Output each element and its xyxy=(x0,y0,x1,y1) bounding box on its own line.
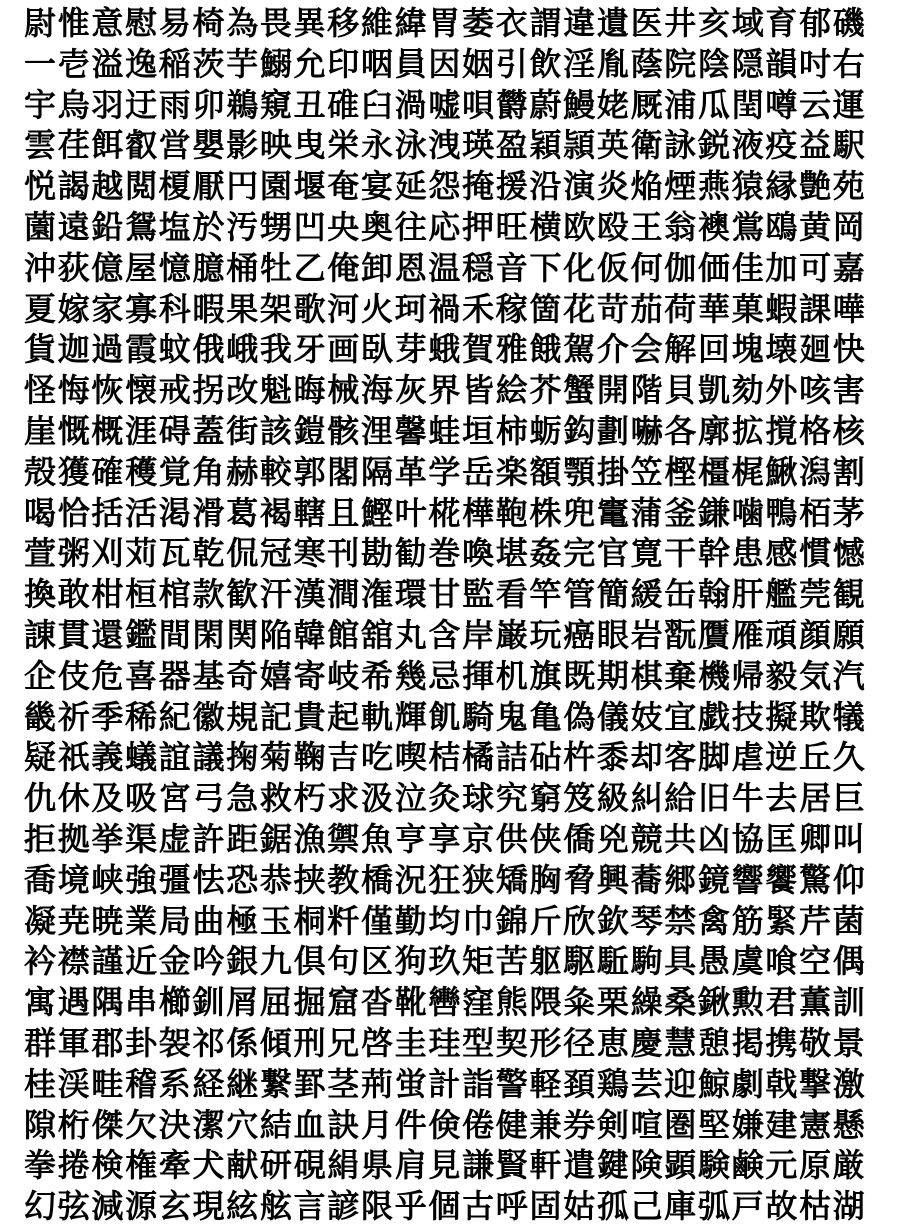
kanji-row: 一壱溢逸稲茨芋鰯允印咽員因姻引飲淫胤蔭院陰隠韻吋右 xyxy=(24,44,867,83)
kanji-row: 桂渓畦稽系経継繋罫茎荊蛍計詣警軽頚鶏芸迎鯨劇戟撃激 xyxy=(24,1064,867,1103)
kanji-row: 拳捲検権牽犬献研硯絹県肩見謙賢軒遣鍵険顕験鹸元原厳 xyxy=(24,1146,867,1185)
kanji-row: 隙桁傑欠決潔穴結血訣月件倹倦健兼券剣喧圏堅嫌建憲懸 xyxy=(24,1105,867,1144)
kanji-row: 換敢柑桓棺款歓汗漢澗潅環甘監看竿管簡緩缶翰肝艦莞観 xyxy=(24,575,867,614)
kanji-row: 喝恰括活渇滑葛褐轄且鰹叶椛樺鞄株兜竃蒲釜鎌噛鴨栢茅 xyxy=(24,493,867,532)
kanji-row: 拒拠挙渠虚許距鋸漁禦魚亨享京供侠僑兇競共凶協匡卿叫 xyxy=(24,819,867,858)
kanji-row: 寓遇隅串櫛釧屑屈掘窟沓靴轡窪熊隈粂栗繰桑鍬勲君薫訓 xyxy=(24,983,867,1022)
kanji-row: 衿襟謹近金吟銀九倶句区狗玖矩苦躯駆駈駒具愚虞喰空偶 xyxy=(24,942,867,981)
kanji-row: 雲荏餌叡営嬰影映曳栄永泳洩瑛盈穎頴英衛詠鋭液疫益駅 xyxy=(24,126,867,165)
kanji-row: 凝尭暁業局曲極玉桐粁僅勤均巾錦斤欣欽琴禁禽筋緊芹菌 xyxy=(24,901,867,940)
kanji-row: 諌貫還鑑間閑関陥韓館舘丸含岸巌玩癌眼岩翫贋雁頑顔願 xyxy=(24,615,867,654)
kanji-row: 喬境峡強彊怯恐恭挟教橋況狂狭矯胸脅興蕎郷鏡響饗驚仰 xyxy=(24,860,867,899)
kanji-row: 沖荻億屋憶臆桶牡乙俺卸恩温穏音下化仮何伽価佳加可嘉 xyxy=(24,248,867,287)
kanji-row: 尉惟意慰易椅為畏異移維緯胃萎衣謂違遺医井亥域育郁磯 xyxy=(24,4,867,42)
kanji-row: 夏嫁家寡科暇果架歌河火珂禍禾稼箇花苛茄荷華菓蝦課嘩 xyxy=(24,289,867,328)
kanji-row: 群軍郡卦袈祁係傾刑兄啓圭珪型契形径恵慶慧憩掲携敬景 xyxy=(24,1023,867,1062)
kanji-row: 畿祈季稀紀徽規記貴起軌輝飢騎鬼亀偽儀妓宜戯技擬欺犠 xyxy=(24,697,867,736)
kanji-row: 宇烏羽迂雨卯鵜窺丑碓臼渦嘘唄欝蔚鰻姥厩浦瓜閏噂云運 xyxy=(24,85,867,124)
kanji-row: 悦謁越閲榎厭円園堰奄宴延怨掩援沿演炎焔煙燕猿縁艶苑 xyxy=(24,167,867,206)
kanji-row: 疑祇義蟻誼議掬菊鞠吉吃喫桔橘詰砧杵黍却客脚虐逆丘久 xyxy=(24,738,867,777)
kanji-row: 萱粥刈苅瓦乾侃冠寒刊勘勧巻喚堪姦完官寛干幹患感慣憾 xyxy=(24,534,867,573)
kanji-row: 薗遠鉛鴛塩於汚甥凹央奥往応押旺横欧殴王翁襖鴬鴎黄岡 xyxy=(24,207,867,246)
kanji-row: 企伎危喜器基奇嬉寄岐希幾忌揮机旗既期棋棄機帰毅気汽 xyxy=(24,656,867,695)
kanji-row: 怪悔恢懐戒拐改魁晦械海灰界皆絵芥蟹開階貝凱劾外咳害 xyxy=(24,371,867,410)
kanji-row: 幻弦減源玄現絃舷言諺限乎個古呼固姑孤己庫弧戸故枯湖 xyxy=(24,1187,867,1226)
kanji-row: 仇休及吸宮弓急救朽求汲泣灸球究窮笈級糾給旧牛去居巨 xyxy=(24,779,867,818)
kanji-row: 崖慨概涯碍蓋街該鎧骸浬馨蛙垣柿蛎鈎劃嚇各廓拡撹格核 xyxy=(24,411,867,450)
kanji-row: 殻獲確穫覚角赫較郭閣隔革学岳楽額顎掛笠樫橿梶鰍潟割 xyxy=(24,452,867,491)
kanji-row: 貨迦過霞蚊俄峨我牙画臥芽蛾賀雅餓駕介会解回塊壊廻快 xyxy=(24,330,867,369)
